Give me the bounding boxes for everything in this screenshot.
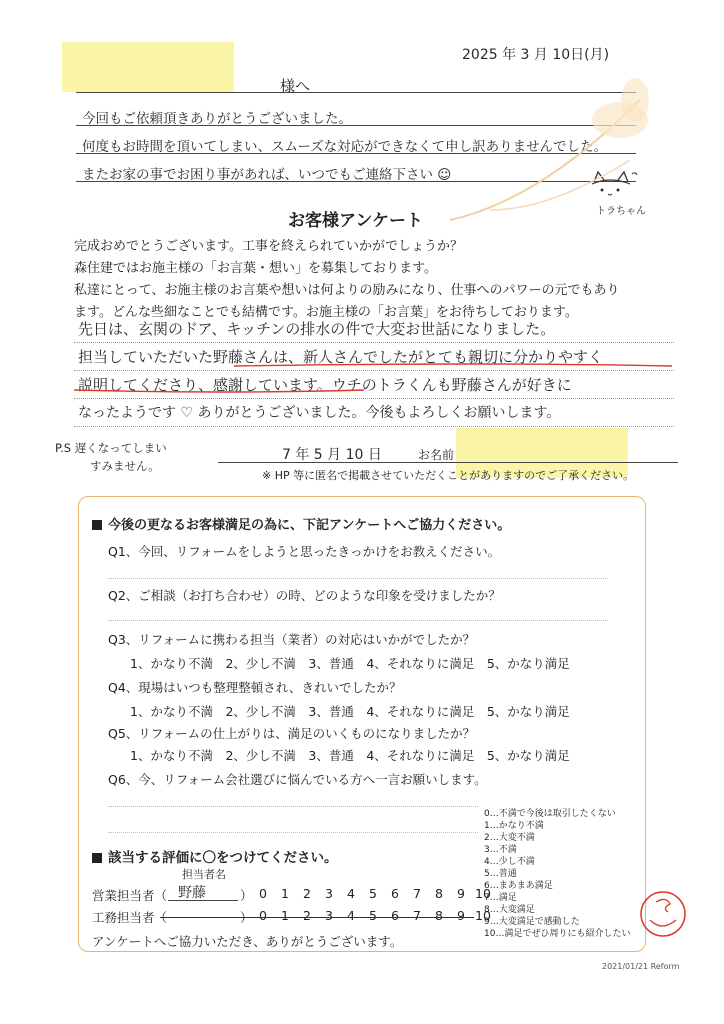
legend-item: 2…大変不満 <box>484 833 535 843</box>
sales-paren-close: ） <box>240 888 253 903</box>
construction-paren-close: ） <box>240 910 253 925</box>
sales-staff-label: 営業担当者（ <box>92 888 168 903</box>
answer-rule <box>108 578 608 579</box>
question-6: Q6、今、リフォーム会社選びに悩んでいる方へ一言お願いします。 <box>108 772 487 787</box>
scale-2[interactable]: 2 <box>303 886 311 901</box>
red-smiley-doodle-icon <box>636 886 692 942</box>
rating-heading <box>92 846 338 866</box>
square-bullet-icon <box>92 853 102 863</box>
answer-rule <box>108 832 478 833</box>
survey-intro <box>74 236 674 324</box>
scale-7[interactable]: 7 <box>413 908 421 923</box>
legend-item: 4…少し不満 <box>484 857 535 867</box>
scale-0[interactable]: 0 <box>259 886 267 901</box>
letter-date: 2025 年 3 月 10日(月) <box>462 47 610 63</box>
scale-4[interactable]: 4 <box>347 908 355 923</box>
note-line-2: 何度もお時間を頂いてしまい、スムーズな対応ができなくて申し訳ありませんでした。 <box>82 139 608 155</box>
note-line-3: またお家の事でお困り事があれば、いつでもご連絡下さい ☺ <box>82 167 452 183</box>
redacted-recipient-name <box>62 42 234 92</box>
scale-8[interactable]: 8 <box>435 886 443 901</box>
legend-item: 1…かなり不満 <box>484 821 544 831</box>
questionnaire-heading <box>92 514 510 533</box>
intro-line: 完成おめでとうございます。工事を終えられていかがでしょうか？ <box>74 239 463 254</box>
scale-10[interactable]: 10 <box>475 886 491 901</box>
legend-item: 9…大変満足で感動した <box>484 917 580 927</box>
comment-line-2: 担当していただいた野藤さんは、新人さんでしたがとても親切に分かりやすく <box>78 348 604 366</box>
scale-5[interactable]: 5 <box>369 886 377 901</box>
legend-item: 7…満足 <box>484 893 517 903</box>
ps-line-2: すみません。 <box>90 459 160 473</box>
flower-decoration-icon <box>430 60 670 230</box>
legend-item: 8…大変満足 <box>484 905 535 915</box>
construction-strike-line <box>160 917 474 918</box>
sales-name-line <box>168 900 238 901</box>
comment-rule <box>74 342 674 343</box>
scale-7[interactable]: 7 <box>413 886 421 901</box>
cat-caption: トラちゃん <box>596 206 646 217</box>
comment-line-1: 先日は、玄関のドア、キッチンの排水の件で大変お世話になりました。 <box>78 320 556 338</box>
construction-staff-label: 工務担当者（ <box>92 910 168 925</box>
scale-9[interactable]: 9 <box>457 908 465 923</box>
form-version: 2021/01/21 Reform <box>602 962 680 971</box>
name-label: お名前 <box>418 448 455 462</box>
scale-3[interactable]: 3 <box>325 886 333 901</box>
comment-line-4: なったようです ♡ ありがとうございました。今後もよろしくお願いします。 <box>78 405 561 421</box>
answer-rule <box>108 806 478 807</box>
scale-9[interactable]: 9 <box>457 886 465 901</box>
legend-item: 3…不満 <box>484 845 517 855</box>
construction-rating-scale <box>252 908 494 923</box>
scale-0[interactable]: 0 <box>259 908 267 923</box>
sales-staff-name: 野藤 <box>178 885 206 901</box>
sales-rating-scale <box>252 886 494 901</box>
question-5: Q5、リフォームの仕上がりは、満足のいくものになりましたか？ <box>108 726 476 741</box>
scale-6[interactable]: 6 <box>391 886 399 901</box>
reply-date: 7 年 5 月 10 日 <box>282 447 382 463</box>
scale-10[interactable]: 10 <box>475 908 491 923</box>
scale-3[interactable]: 3 <box>325 908 333 923</box>
question-5-options: 1、かなり不満 2、少し不満 3、普通 4、それなりに満足 5、かなり満足 <box>130 748 570 763</box>
legend-item: 10…満足でぜひ周りにも紹介したい <box>484 929 631 939</box>
legend-item: 0…不満で今後は取引したくない <box>484 809 616 819</box>
intro-line: 私達にとって、お施主様のお言葉や想いは何よりの励みになり、仕事へのパワーの元でもあり <box>74 283 620 298</box>
scale-1[interactable]: 1 <box>281 908 289 923</box>
recipient-suffix: 様へ <box>280 77 311 95</box>
scale-6[interactable]: 6 <box>391 908 399 923</box>
ps-line-1: P.S 遅くなってしまい <box>55 441 167 455</box>
comment-rule <box>74 426 674 427</box>
legend-item: 6…まあまあ満足 <box>484 881 553 891</box>
scale-8[interactable]: 8 <box>435 908 443 923</box>
legend-item: 5…普通 <box>484 869 517 879</box>
red-underline-marks <box>74 360 674 400</box>
square-bullet-icon <box>92 520 102 530</box>
question-3: Q3、リフォームに携わる担当（業者）の対応はいかがでしたか？ <box>108 632 476 647</box>
question-3-options: 1、かなり不満 2、少し不満 3、普通 4、それなりに満足 5、かなり満足 <box>130 656 570 671</box>
question-4-options: 1、かなり不満 2、少し不満 3、普通 4、それなりに満足 5、かなり満足 <box>130 704 570 719</box>
note-line-1: 今回もご依頼頂きありがとうございました。 <box>82 111 352 127</box>
thanks-text: アンケートへご協力いただき、ありがとうございます。 <box>92 934 403 949</box>
intro-line: 森住建ではお施主様の「お言葉・想い」を募集しております。 <box>74 261 437 276</box>
publication-notice: ※ HP 等に匿名で掲載させていただくことがありますのでご了承ください。 <box>262 469 635 482</box>
rating-legend <box>484 808 630 940</box>
staff-name-label: 担当者名 <box>182 868 226 881</box>
answer-rule <box>108 620 608 621</box>
rating-heading-text: 該当する評価に〇をつけてください。 <box>108 850 338 866</box>
question-1: Q1、今回、リフォームをしようと思ったきっかけをお教えください。 <box>108 544 501 559</box>
signature-line <box>218 462 678 463</box>
scale-5[interactable]: 5 <box>369 908 377 923</box>
question-4: Q4、現場はいつも整理整頓され、きれいでしたか？ <box>108 680 402 695</box>
scale-1[interactable]: 1 <box>281 886 289 901</box>
scale-2[interactable]: 2 <box>303 908 311 923</box>
question-2: Q2、ご相談（お打ち合わせ）の時、どのような印象を受けましたか？ <box>108 588 501 603</box>
comment-line-3: 説明してくださり、感謝しています。ウチのトラくんも野藤さんが好きに <box>78 376 572 394</box>
questionnaire-heading-text: 今後の更なるお客様満足の為に、下記アンケートへご協力ください。 <box>108 518 511 533</box>
scale-4[interactable]: 4 <box>347 886 355 901</box>
survey-title: お客様アンケート <box>288 211 423 231</box>
intro-line: ます。どんな些細なことでも結構です。お施主様の「お言葉」をお待ちしております。 <box>74 305 578 320</box>
